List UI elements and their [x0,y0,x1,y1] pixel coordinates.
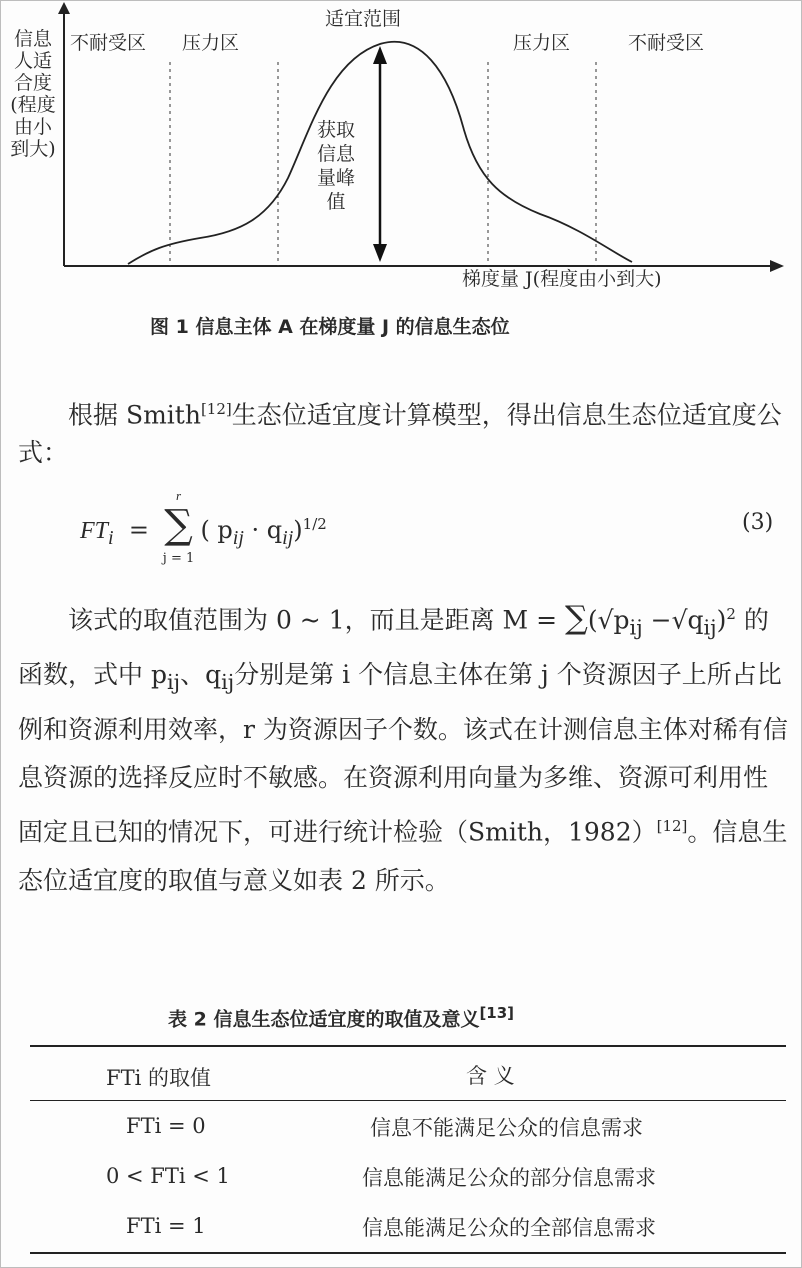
peak-arrow-top [373,46,387,64]
table-caption-text: 表 2 信息生态位适宜度的取值及意义 [168,1008,480,1031]
table-bottom-rule [30,1252,786,1254]
zone-label: 压力区 [513,32,571,54]
formula-subscript: i [108,526,114,549]
zone-label: 压力区 [182,32,240,54]
paragraph-text: (√p [587,605,630,635]
table-header: 含 义 [466,1064,515,1088]
formula-term: · q [243,516,283,544]
table-cell: FTi = 0 [126,1114,206,1138]
paragraph-text: ) [716,605,727,635]
paragraph-text: √q [671,605,704,635]
formula [80,488,327,566]
formula-subscript: ij [282,526,294,549]
superscript: 2 [726,605,736,623]
formula-term: ) [293,516,303,544]
table-top-rule [30,1045,786,1047]
paragraph-text: 该式的取值范围为 0 ~ 1，而且是距离 M = [68,605,565,635]
paragraph-text: 根据 Smith [68,400,201,430]
paragraph-text: 生态位适宜度计算模型，得出信息生态位适宜度公式： [18,400,782,468]
formula-term: ( p [200,516,233,544]
formula-exponent: 1/2 [302,515,327,533]
table-cell: 信息能满足公众的全部信息需求 [362,1216,656,1240]
figure-caption: 图 1 信息主体 A 在梯度量 J 的信息生态位 [150,316,510,338]
equals-sign: = [121,516,157,544]
subscript: ij [629,615,643,640]
zone-label: 不耐受区 [628,32,705,54]
zone-label: 不耐受区 [70,32,147,54]
formula-subscript: ij [232,526,244,549]
table-cell: 信息能满足公众的部分信息需求 [362,1166,656,1190]
table-cell: FTi = 1 [126,1214,206,1238]
summation-sign: ∑ [565,598,588,637]
formula-lhs: FT [80,518,109,544]
y-axis-label: 信息人适合度(程度由小到大) [10,28,56,160]
equation-number: (3) [742,510,774,535]
peak-label: 获取信息量峰值 [316,119,355,213]
table-header-rule [30,1100,786,1101]
sum-lower-limit: j = 1 [162,551,195,566]
table-caption [168,1004,514,1031]
paragraph [18,390,788,480]
table-header: FTi 的取值 [106,1066,211,1090]
subscript: ij [166,670,181,695]
citation: [12] [200,400,232,418]
table-cell: 0 < FTi < 1 [106,1164,230,1188]
y-axis-arrow [58,2,70,14]
x-axis-label: 梯度量 J(程度由小到大) [462,268,662,290]
paragraph [18,590,788,970]
summation-sign: r ∑ j = 1 [164,502,193,548]
citation: [13] [479,1004,515,1022]
zone-label: 适宜范围 [325,8,402,30]
paragraph-text: 分别是第 i 个信息主体在第 j 个资源因子上所占比例和资源利用效率，r 为资源因子个数。该式在计测信息主体对稀有信息资源的选择反应时不敏感。在资源利用向量为多维、资源可利用性固定且已知的情况下，可进行统计检验（Smith，1982） [18,660,788,847]
paragraph-text: − [642,605,672,635]
x-axis-arrow [770,260,784,272]
subscript: ij [703,615,717,640]
peak-arrow-bottom [373,244,387,262]
citation: [12] [656,817,688,836]
sum-upper-limit: r [175,488,182,503]
paragraph-text: 的函数，式中 p [18,605,769,690]
paragraph-text: 、q [180,660,222,690]
table-cell: 信息不能满足公众的信息需求 [370,1116,643,1140]
paragraph-text: 。信息生态位适宜度的取值与意义如表 2 所示。 [18,817,788,895]
subscript: ij [221,670,235,695]
